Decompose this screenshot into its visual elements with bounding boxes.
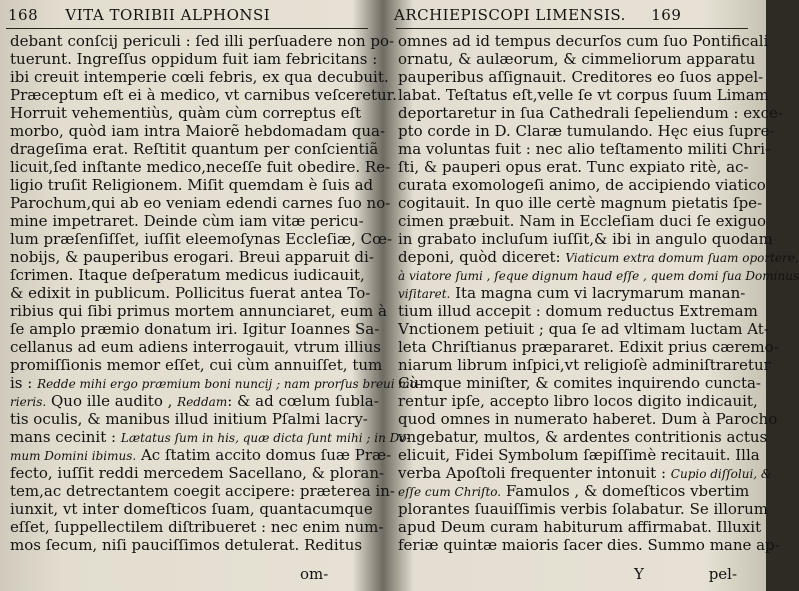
text-line [398, 482, 752, 500]
text-line [10, 230, 393, 248]
italic-quotation: viſitaret. [398, 287, 451, 301]
text-line [10, 356, 383, 374]
text-line [10, 536, 368, 554]
text-line [10, 32, 395, 50]
text-segment: cogitauit. In quo ille certè magnum pietatis ſpe- [398, 194, 763, 212]
text-segment: ma voluntas fuit : nec alio teſtamento militi Chri- [398, 140, 771, 158]
text-line [10, 302, 387, 320]
left-catchword: om- [300, 565, 329, 583]
text-line [10, 500, 373, 518]
text-segment: ſcrimen. Itaque deſperatum medicus iudicauit, [10, 266, 365, 284]
text-segment: feriæ quintæ maioris ſacer dies. Summo mane ap- [398, 536, 780, 554]
text-line [398, 248, 799, 266]
text-line [10, 482, 395, 500]
italic-quotation: Cupio diſſolui, & [670, 467, 772, 481]
text-segment: tem,ac detrectantem coegit accipere: præterea in- [10, 482, 395, 500]
text-segment: mos ſecum, niſi pauciſſimos detulerat. Reditus [10, 536, 363, 554]
text-segment: cimen præbuit. Nam in Eccleſiam duci ſe exiguo [398, 212, 767, 230]
text-line [398, 230, 773, 248]
text-line [398, 122, 775, 140]
text-line [10, 194, 391, 212]
text-segment: fecto, iuſſit reddi mercedem Sacellano, & ploran- [10, 464, 385, 482]
italic-quotation: à viatore ſumi , ſeque dignum haud eſſe , quem domi ſua Dominus [398, 269, 799, 283]
text-segment: lum præſenſiſſet, iuſſit eleemoſynas Eccleſiæ, Cœ- [10, 230, 393, 248]
text-line [398, 32, 769, 50]
text-line [398, 176, 766, 194]
text-segment: elicuit, Fidei Symbolum ſæpiſſimè recitauit. Illa [398, 446, 760, 464]
left-header-rule [6, 28, 368, 29]
left-running-head: VITA TORIBII ALPHONSI [65, 6, 271, 24]
text-line [10, 158, 391, 176]
text-line [398, 446, 760, 464]
text-line [398, 338, 779, 356]
italic-quotation: Viaticum extra domum ſuam oportere, [565, 251, 799, 265]
text-segment: Vnctionem petiuit ; qua ſe ad vltimam luctam At- [398, 320, 769, 338]
left-page-text [10, 32, 422, 554]
text-segment: Parochum,qui ab eo veniam edendi carnes ſuo no- [10, 194, 391, 212]
text-line [10, 338, 381, 356]
left-page-number: 168 [8, 6, 39, 24]
text-line [10, 392, 379, 410]
right-page-header [394, 6, 681, 24]
text-segment: & edixit in publicum. Pollicitus fuerat antea To- [10, 284, 371, 302]
signature-mark: Y [634, 565, 644, 583]
text-segment: promiſſionis memor eſſet, cui cùm annuiſſet, tum [10, 356, 383, 374]
text-line [398, 140, 771, 158]
italic-quotation: Lætatus ſum in his, quæ dicta ſunt mihi ; in Do- [120, 431, 411, 445]
text-line [398, 266, 799, 284]
text-segment: leta Chriſtianus præpararet. Edixit prius cæremo- [398, 338, 779, 356]
text-segment: tis oculis, & manibus illud initium Pſalmi lacry- [10, 410, 368, 428]
text-segment: ſe amplo præmio donatum iri. Igitur Ioannes Sa- [10, 320, 380, 338]
text-segment: verba Apoſtoli frequenter intonuit : [398, 464, 671, 482]
text-segment: pto corde in D. Claræ tumulando. Hęc eius ſupre- [398, 122, 775, 140]
text-segment: quod omnes in numerato haberet. Dum à Parocho [398, 410, 778, 428]
text-line [10, 176, 374, 194]
text-line [398, 212, 767, 230]
text-segment: deponi, quòd diceret: [398, 248, 566, 266]
text-segment: ligio truſit Religionem. Miſit quemdam è ſuis ad [10, 176, 374, 194]
text-line [10, 248, 374, 266]
text-segment: pauperibus aſſignauit. Creditores eo ſuos appel- [398, 68, 764, 86]
text-line [398, 374, 761, 392]
text-line [10, 140, 379, 158]
text-segment: omnes ad id tempus decurſos cum ſuo Pontificali [398, 32, 769, 50]
text-line [10, 104, 368, 122]
text-segment: in grabato incluſum iuſſit,& ibi in angulo quodam [398, 230, 773, 248]
text-segment: ibi creuit intemperie cœli febris, ex qua decubuit. [10, 68, 389, 86]
text-line [398, 464, 772, 482]
text-line [398, 50, 756, 68]
text-segment: Præceptum eſt ei à medico, vt carnibus veſceretur. [10, 86, 397, 104]
left-page-footer [300, 565, 328, 583]
text-segment: tium illud accepit : domum reductus Extremam [398, 302, 758, 320]
right-catchword: pel- [708, 565, 738, 583]
text-line [398, 500, 768, 518]
text-line [398, 86, 769, 104]
right-page [386, 0, 799, 591]
text-segment: cellanus ad eum adiens interrogauit, vtrum illius [10, 338, 381, 356]
text-line [398, 392, 758, 410]
italic-quotation: Redde mihi ergo præmium boni nuncij ; nam prorſus breui mo- [37, 377, 422, 391]
text-segment: mine impetraret. Deinde cùm iam vitæ pericu- [10, 212, 364, 230]
left-page-header [8, 6, 270, 24]
italic-quotation: mum Domini ibimus. [10, 449, 137, 463]
text-line [398, 194, 763, 212]
text-line [10, 68, 389, 86]
text-segment: labat. Teſtatus eſt,velle ſe vt corpus ſuum Limam [398, 86, 769, 104]
text-segment: vngebatur, multos, & ardentes contritionis actus [398, 428, 768, 446]
text-segment: ribius qui ſibi primus mortem annunciaret, eum à [10, 302, 387, 320]
text-segment: drageſima erat. Reſtitit quantum per conſcientiã [10, 140, 379, 158]
text-segment: rentur ipſe, accepto libro locos digito indicauit, [398, 392, 758, 410]
right-running-head: ARCHIEPISCOPI LIMENSIS. [394, 6, 626, 24]
text-segment: licuit,ſed inſtante medico,neceſſe fuit obedire. Re- [10, 158, 391, 176]
text-line [10, 410, 368, 428]
text-segment: Famulos , & domeſticos vbertim [501, 482, 750, 500]
text-segment: : & ad cœlum ſubla- [227, 392, 379, 410]
text-segment: plorantes ſuauiſſimis verbis ſolabatur. Se illorum [398, 500, 768, 518]
text-segment: tuerunt. Ingreſſus oppidum fuit iam febricitans : [10, 50, 378, 68]
text-line [398, 536, 780, 554]
text-segment: Ita magna cum vi lacrymarum manan- [450, 284, 746, 302]
text-line [10, 212, 368, 230]
text-segment: Horruit vehementiùs, quàm cùm correptus eſt [10, 104, 362, 122]
italic-quotation: eſſe cum Chriſto. [398, 485, 502, 499]
text-line [10, 518, 384, 536]
text-line [10, 86, 397, 104]
text-line [398, 302, 758, 320]
text-line [398, 68, 764, 86]
text-segment: morbo, quòd iam intra Maiorẽ hebdomadam qua- [10, 122, 386, 140]
right-header-rule [396, 28, 748, 29]
text-segment: apud Deum curam habiturum affirmabat. Illuxit [398, 518, 762, 536]
text-segment: deportaretur in ſua Cathedrali ſepeliendum : exce- [398, 104, 783, 122]
text-line [10, 428, 411, 446]
text-segment: eſſet, ſuppellectilem diſtribueret : nec enim num- [10, 518, 384, 536]
text-segment: niarum librum inſpici,vt religioſè adminiſtraretur [398, 356, 771, 374]
text-line [398, 410, 778, 428]
text-segment: Ac ſtatim accito domus ſuæ Præ- [136, 446, 392, 464]
text-line [398, 284, 752, 302]
text-line [398, 428, 768, 446]
text-segment: iunxit, vt inter domeſticos ſuam, quantacumque [10, 500, 373, 518]
text-line [10, 284, 371, 302]
text-segment: nobijs, & pauperibus erogari. Breui apparuit di- [10, 248, 374, 266]
text-segment: curata exomologeſi animo, de accipiendo viatico [398, 176, 766, 194]
text-line [10, 464, 385, 482]
text-segment: ſti, & pauperi opus erat. Tunc expiato ritè, ac- [398, 158, 749, 176]
text-line [398, 518, 762, 536]
text-segment: Cùmque miniſter, & comites inquirendo cuncta- [398, 374, 761, 392]
text-segment: Quo ille audito , [46, 392, 178, 410]
text-line [398, 104, 783, 122]
text-line [10, 320, 380, 338]
text-line [10, 446, 392, 464]
right-page-footer [634, 565, 737, 583]
text-line [10, 266, 368, 284]
right-page-text [398, 32, 799, 554]
text-segment: ornatu, & aulæorum, & cimmeliorum apparatu [398, 50, 756, 68]
text-line [398, 158, 752, 176]
text-segment: mans cecinit : [10, 428, 121, 446]
text-line [10, 50, 378, 68]
text-segment: debant conſcij periculi : ſed illi perſuadere non po- [10, 32, 395, 50]
text-segment: is : [10, 374, 38, 392]
right-page-number: 169 [651, 6, 682, 24]
italic-quotation: rieris. [10, 395, 47, 409]
text-line [398, 356, 771, 374]
text-line [398, 320, 769, 338]
italic-quotation: Reddam [177, 395, 228, 409]
text-line [10, 122, 386, 140]
text-line [10, 374, 422, 392]
